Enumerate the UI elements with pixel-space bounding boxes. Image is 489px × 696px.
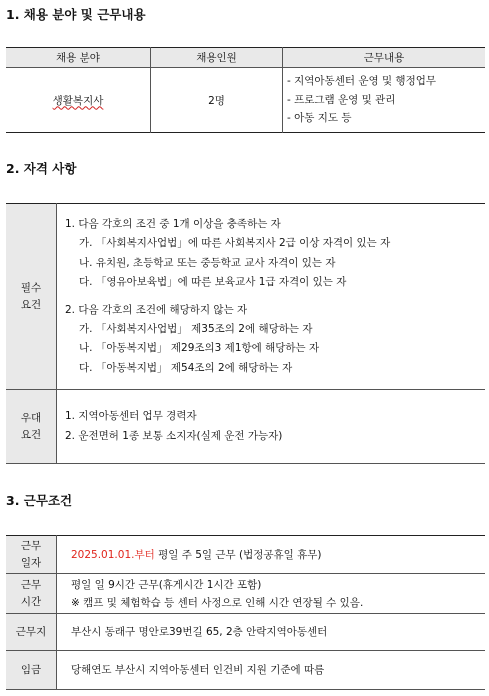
duty-item: - 지역아동센터 운영 및 행정업무 [287, 75, 436, 88]
start-content [57, 536, 486, 574]
preferred-content [57, 390, 486, 464]
list-item: 다. 「영유아보육법」에 따른 보육교사 1급 자격이 있는 자 [79, 275, 347, 288]
start-text: 평일 주 5일 근무 (법정공휴일 휴무) [154, 548, 322, 561]
preferred-row [6, 390, 485, 464]
start-label: 근무 일자 [6, 536, 57, 574]
list-item: 2. 운전면허 1종 보통 소지자(실제 운전 가능자) [65, 429, 283, 442]
place-content: 부산시 동래구 명안로39번길 65, 2층 안락지역아동센터 [57, 614, 486, 651]
required-label: 필수 요건 [6, 204, 57, 390]
field-cell [6, 68, 151, 133]
list-item: 가. 「사회복지사업법」에 따른 사회복지사 2급 이상 자격이 있는 자 [79, 237, 391, 250]
qualifications-table [6, 203, 485, 464]
duties-cell [283, 68, 486, 133]
hours-line-2: ※ 캠프 및 체험학습 등 센터 사정으로 인해 시간 연장될 수 있음. [71, 596, 364, 609]
table-row [6, 68, 485, 133]
section-2-heading: 2. 자격 사항 [6, 161, 77, 176]
work-conditions-table [6, 535, 485, 690]
list-item: 나. 「아동복지법」 제29조의3 제1항에 해당하는 자 [79, 342, 320, 355]
header-count: 채용인원 [151, 48, 283, 68]
start-date: 2025.01.01.부터 [71, 548, 155, 561]
place-row [6, 614, 485, 651]
required-group-1-title: 1. 다음 각호의 조건 중 1개 이상을 충족하는 자 [65, 218, 281, 231]
place-label: 근무지 [6, 614, 57, 651]
section-3-heading: 3. 근무조건 [6, 493, 73, 508]
hours-content [57, 574, 486, 614]
section-1-heading: 1. 채용 분야 및 근무내용 [6, 7, 146, 22]
list-item: 가. 「사회복지사업법」 제35조의 2에 해당하는 자 [79, 323, 313, 336]
recruitment-table [6, 47, 485, 133]
list-item: 다. 「아동복지법」 제54조의 2에 해당하는 자 [79, 361, 293, 374]
start-row [6, 536, 485, 574]
wage-row [6, 651, 485, 690]
header-duties: 근무내용 [283, 48, 486, 68]
header-field: 채용 분야 [6, 48, 151, 68]
preferred-label: 우대 요건 [6, 390, 57, 464]
hours-label: 근무 시간 [6, 574, 57, 614]
count-cell: 2명 [151, 68, 283, 133]
required-content [57, 204, 486, 390]
wage-label: 임금 [6, 651, 57, 690]
wage-content: 당해연도 부산시 지역아동센터 인건비 지원 기준에 따름 [57, 651, 486, 690]
field-value: 생활복지사 [52, 94, 104, 107]
list-item: 1. 지역아동센터 업무 경력자 [65, 410, 197, 423]
required-group-2-title: 2. 다음 각호의 조건에 해당하지 않는 자 [65, 304, 248, 316]
list-item: 나. 유치원, 초등학교 또는 중등학교 교사 자격이 있는 자 [79, 256, 336, 269]
duty-item: - 프로그램 운영 및 관리 [287, 93, 396, 106]
table-header-row [6, 48, 485, 68]
hours-line-1: 평일 일 9시간 근무(휴게시간 1시간 포함) [71, 578, 262, 591]
duty-item: - 아동 지도 등 [287, 112, 352, 125]
hours-row [6, 574, 485, 614]
required-row [6, 204, 485, 390]
